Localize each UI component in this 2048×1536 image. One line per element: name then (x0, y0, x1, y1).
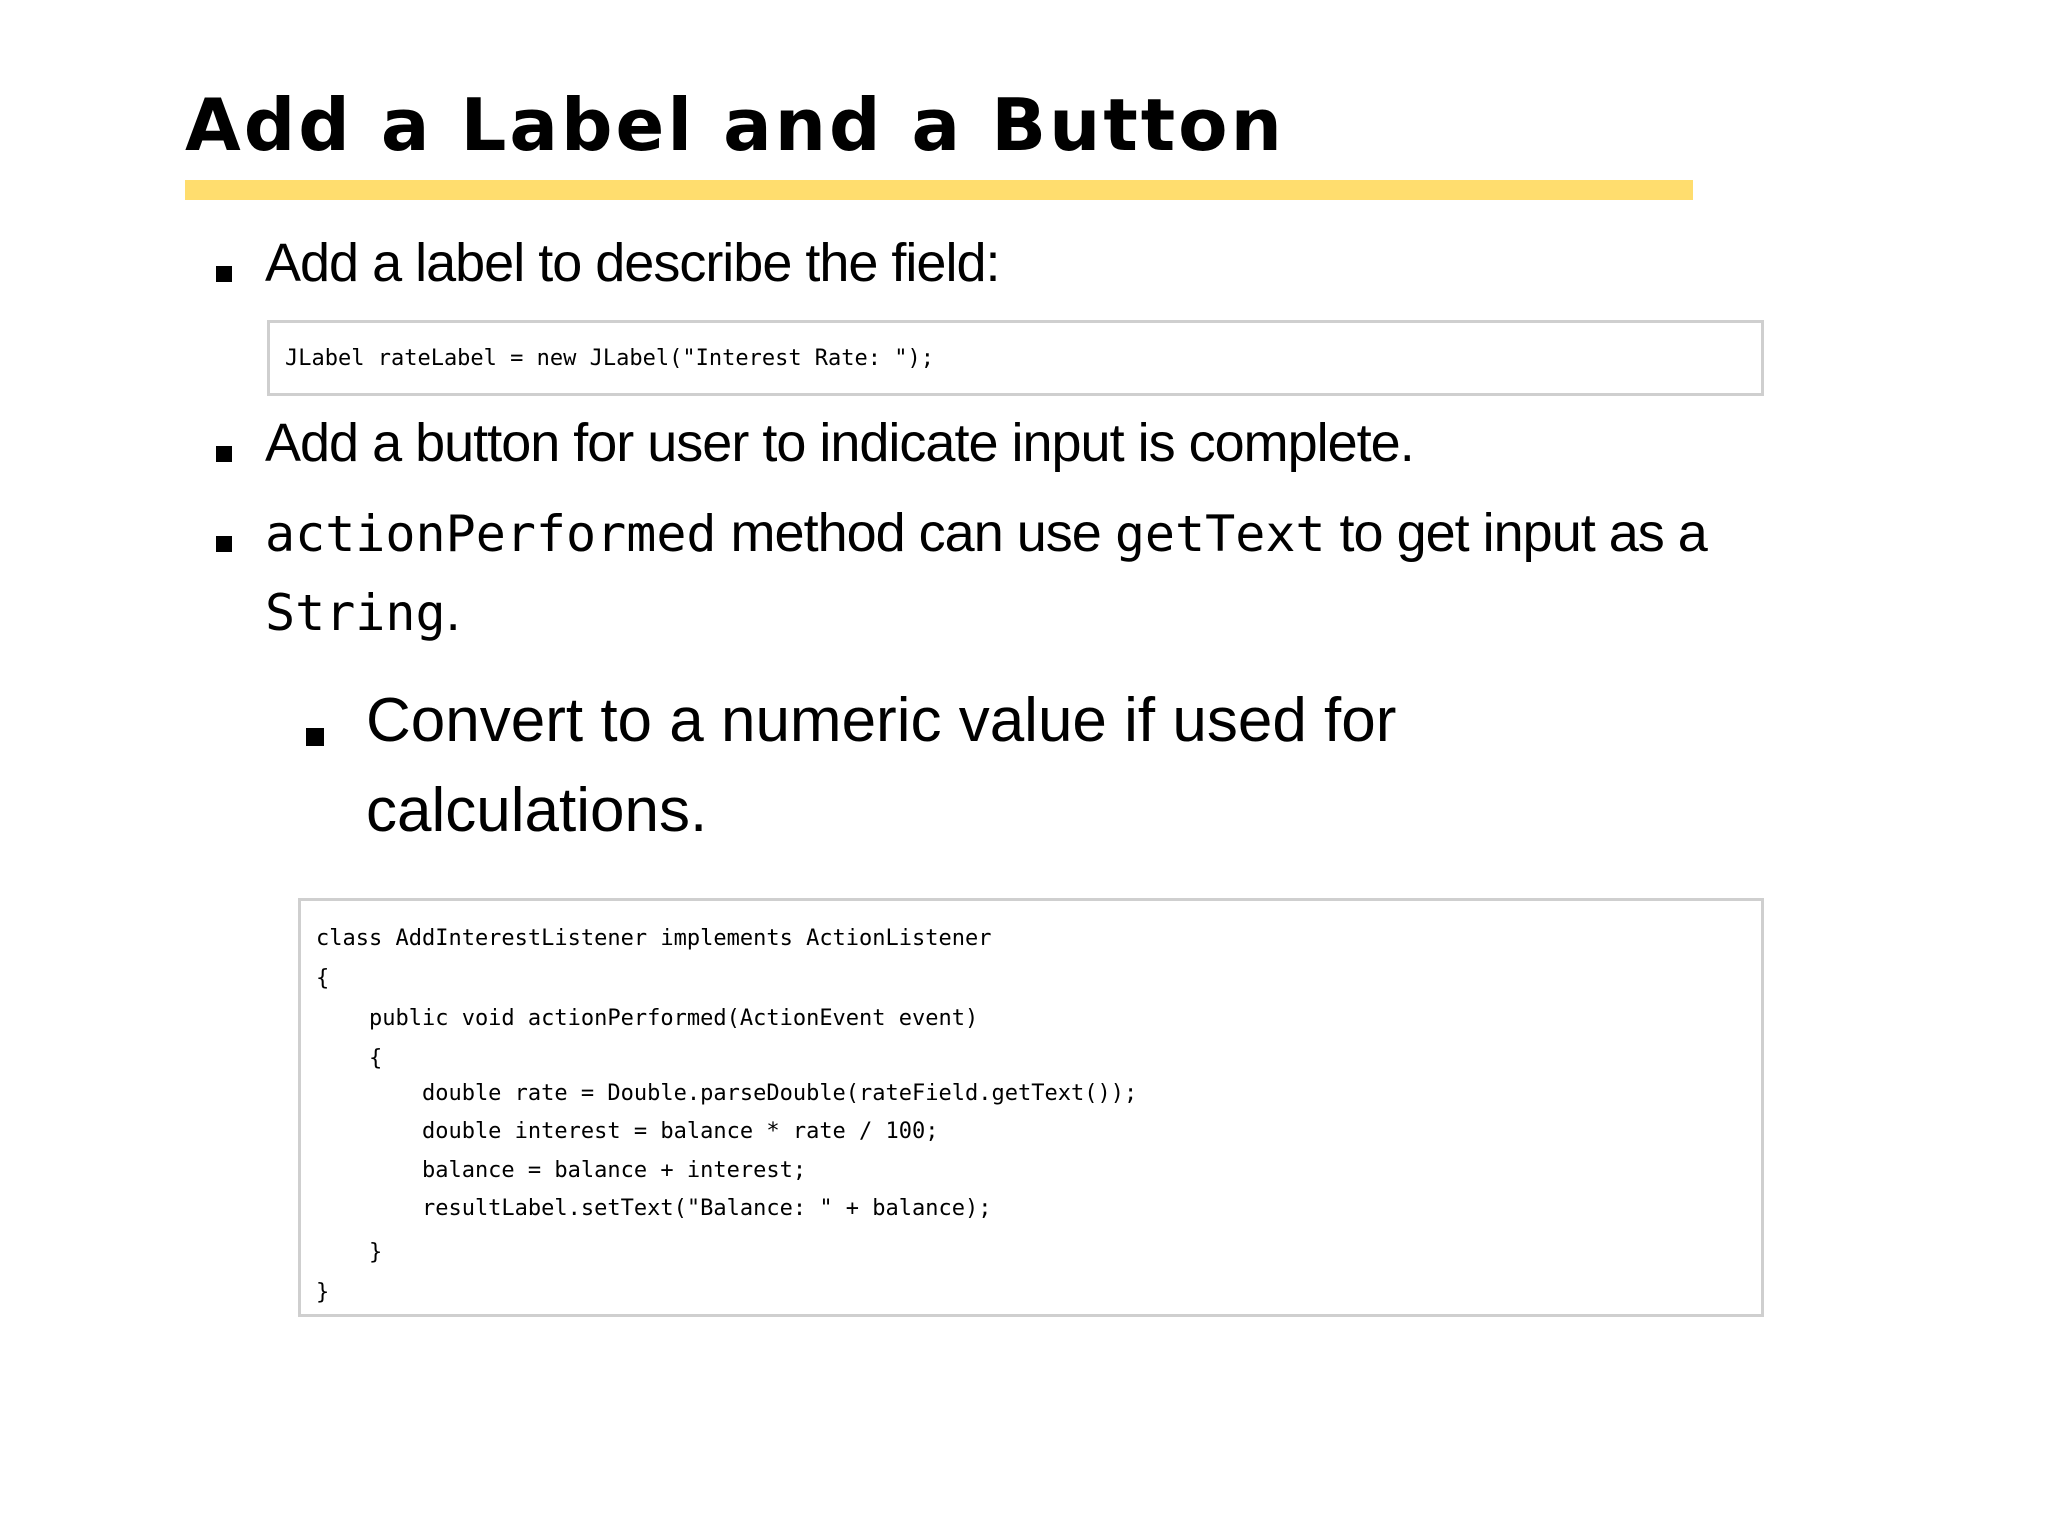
bullet-marker (216, 446, 232, 462)
bullet-marker (216, 266, 232, 282)
title-underline (185, 180, 1693, 200)
bullet-item (216, 224, 1000, 302)
code-line: { (316, 966, 330, 991)
sub-bullet-item (306, 676, 1396, 856)
code-line: public void actionPerformed(ActionEvent event) (316, 1006, 979, 1031)
bullet-item (216, 494, 1707, 652)
page-title: Add a Label and a Button (185, 83, 1285, 167)
bullet-text: Add a label to describe the field: (265, 233, 1000, 293)
inline-code: actionPerformed (265, 505, 717, 563)
sub-bullet-text: Convert to a numeric value if used for calculations. (366, 686, 1397, 845)
bullet-marker (216, 536, 232, 552)
bullet-marker (306, 728, 324, 746)
code-line: double interest = balance * rate / 100; (316, 1119, 939, 1144)
code-line: } (316, 1280, 330, 1305)
code-line: class AddInterestListener implements ActionListener (316, 926, 992, 951)
code-line: } (316, 1240, 383, 1265)
code-line: double rate = Double.parseDouble(rateField.getText()); (316, 1081, 1138, 1106)
inline-code: getText (1114, 505, 1326, 563)
bullet-text: Add a button for user to indicate input is complete. (265, 413, 1414, 473)
code-block (298, 898, 1764, 1317)
code-line: resultLabel.setText("Balance: " + balance); (316, 1196, 992, 1221)
inline-code: String (265, 584, 446, 642)
bullet-text: actionPerformed method can use getText to get input as a String. (265, 503, 1707, 642)
code-line: balance = balance + interest; (316, 1158, 807, 1183)
code-block (267, 320, 1764, 396)
code-line: { (316, 1046, 383, 1071)
code-line: JLabel rateLabel = new JLabel("Interest Rate: "); (285, 346, 935, 371)
bullet-item (216, 404, 1414, 482)
